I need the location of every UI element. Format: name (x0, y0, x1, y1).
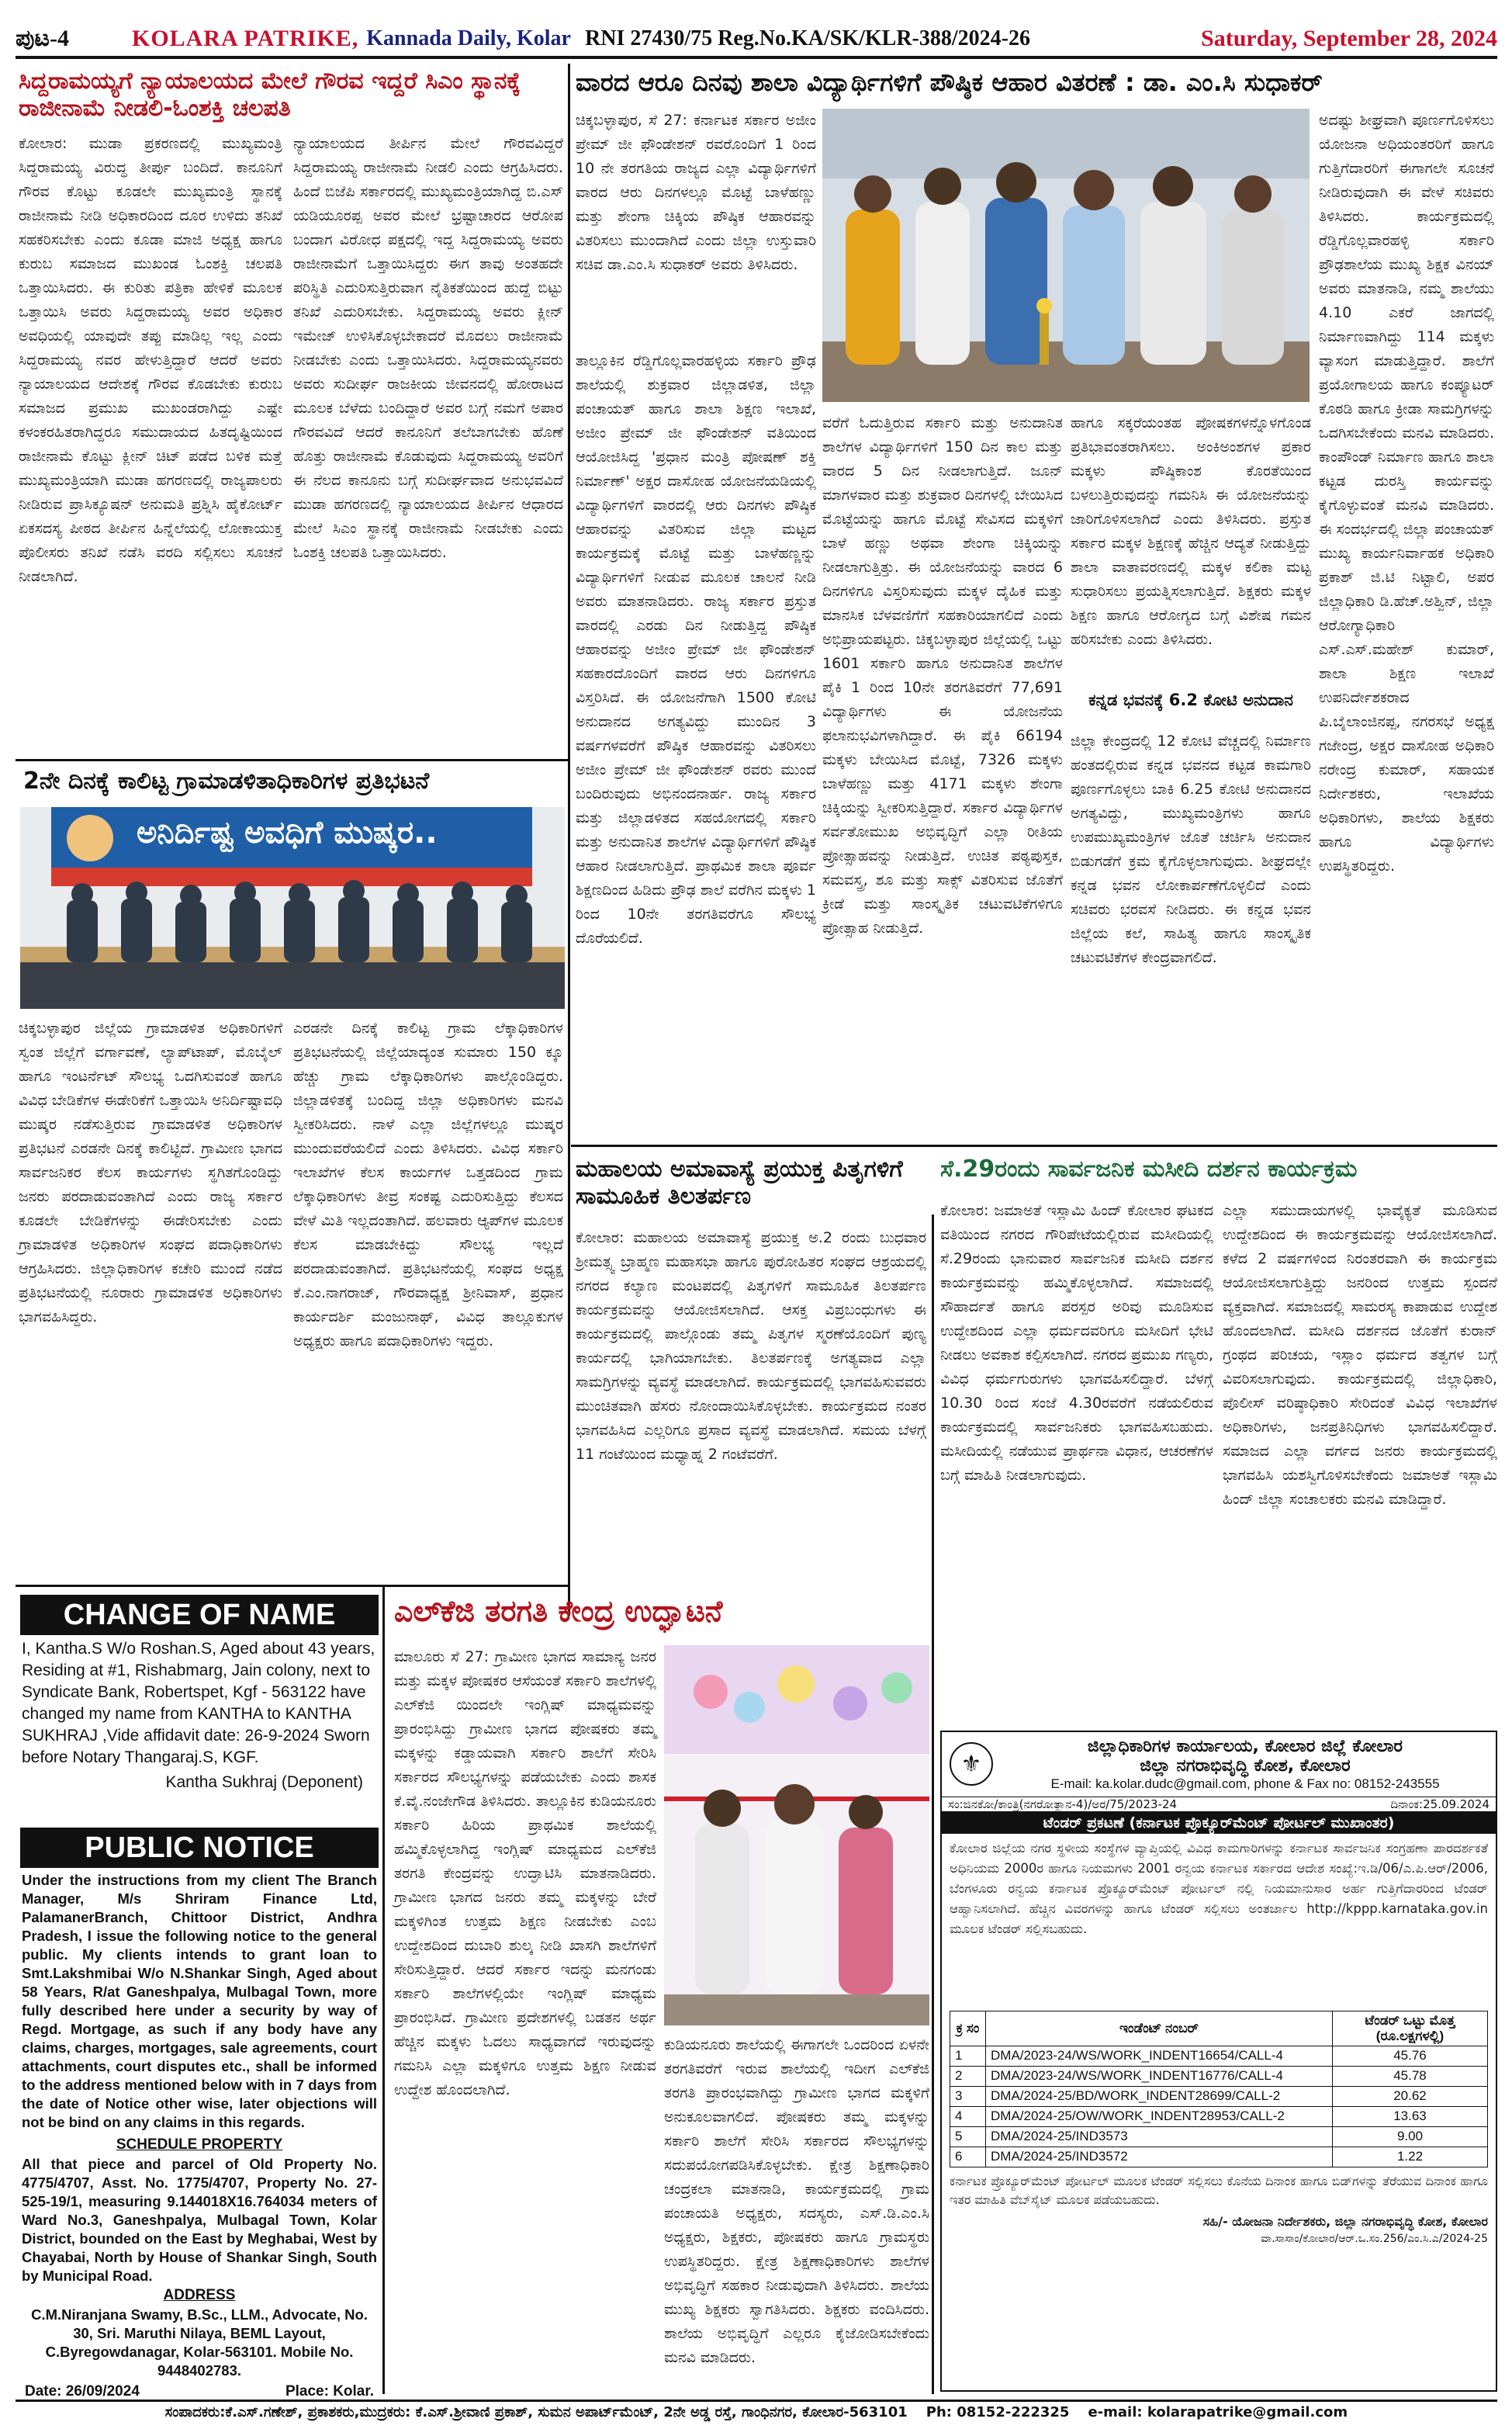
article-body: ಹಾಗೂ ಸಕ್ಕರೆಯಂತಹ ಪೋಷಕಗಳನ್ನೊಳಗೊಂಡ ಪ್ರತಿಭಾವಂತರಾಗಿಸಲು. ಅಂಕಿಅಂಶಗಳ ಪ್ರಕಾರ ಮಕ್ಕಳು ಪೌಷ್ಠಿಕಾಂಶ ಕೊರತೆಯಿಂದ ಬಳಲುತ್ತಿರುವುದನ್ನು ಗಮನಿಸಿ ಈ ಯೋಜನೆಯನ್ನು ಜಾರಿಗೊಳಿಸಲಾಗಿದೆ ಎಂದು ತಿಳಿಸಿದರು. ಪ್ರಸ್ತುತ ಸರ್ಕಾರ ಮಕ್ಕಳ ಶಿಕ್ಷಣಕ್ಕೆ ಹೆಚ್ಚಿನ ಆದ್ಯತೆ ನೀಡುತ್ತಿದ್ದು ಶಾಲಾ ವಾತಾವರಣದಲ್ಲಿ ಮಕ್ಕಳ ಕಲಿಕಾ ಮಟ್ಟ ಸುಧಾರಿಸಲು ಪ್ರಯತ್ನಿಸಲಾಗುತ್ತಿದೆ. ಶಿಕ್ಷಕರು ಮಕ್ಕಳ ಶಿಕ್ಷಣ ಹಾಗೂ ಆರೋಗ್ಯದ ಬಗ್ಗೆ ವಿಶೇಷ ಗಮನ ಹರಿಸಬೇಕು ಎಂದು ತಿಳಿಸಿದರು. (1071, 414, 1311, 648)
page-footer (16, 2400, 1497, 2423)
table-row (950, 2086, 1488, 2106)
headline-masjid: ಸೆ.29ರಂದು ಸಾರ್ವಜನಿಕ ಮಸೀದಿ ದರ್ಶನ ಕಾರ್ಯಕ್ರಮ (940, 1156, 1358, 1183)
notice-place: Place: Kolar. (285, 2383, 374, 2400)
address-title: ADDRESS (163, 2287, 236, 2303)
cell-amount: 45.76 (1333, 2046, 1488, 2066)
headline-lkg: ಎಲ್‍ಕೆಜಿ ತರಗತಿ ಕೇಂದ್ರ ಉದ್ಘಾಟನೆ (394, 1594, 723, 1628)
cell-indent: DMA/2024-25/OW/WORK_INDENT28953/CALL-2 (986, 2106, 1333, 2126)
tender-dipr: ವಾ.ಸಾಸಾಂ/ಕೋಲಾರ/ಆರ್.ಒ.ಸಂ.256/ಎಂ.ಸಿ.ಎ/2024-25 (1261, 2232, 1488, 2245)
article-body: ನ್ಯಾಯಾಲಯದ ತೀರ್ಪಿನ ಮೇಲೆ ಗೌರವವಿದ್ದರೆ ಸಿದ್ದರಾಮಯ್ಯ ರಾಜೀನಾಮೆ ನೀಡಲಿ ಎಂದು ಆಗ್ರಹಿಸಿದರು. ಹಿಂದೆ ಬಿಜೆಪಿ ಸರ್ಕಾರದಲ್ಲಿ ಮುಖ್ಯಮಂತ್ರಿಯಾಗಿದ್ದ ಬಿ.ಎಸ್ ಯಡಿಯೂರಪ್ಪ ಅವರ ಮೇಲೆ ಭ್ರಷ್ಟಾಚಾರದ ಆರೋಪ ಬಂದಾಗ ವಿರೋಧ ಪಕ್ಷದಲ್ಲಿ ಇದ್ದ ಸಿದ್ದರಾಮಯ್ಯ ಅವರು ರಾಜೀನಾಮೆಗೆ ಒತ್ತಾಯಿಸಿದ್ದರು ಈಗ ತಾವು ಅಂತಹದೇ ಪರಿಸ್ಥಿತಿ ಎದುರಿಸುತ್ತಿರುವಾಗ ನೈತಿಕತೆಯಿಂದ ಹುದ್ದೆ ಬಿಟ್ಟು ತನಿಖೆ ಎದುರಿಸಬೇಕು. ಸಿದ್ದರಾಮಯ್ಯ ಅವರು ಕ್ಲೀನ್ ಇಮೇಜ್ ಉಳಿಸಿಕೊಳ್ಳಬೇಕಾದರೆ ಮೊದಲು ರಾಜೀನಾಮೆ ನೀಡಬೇಕು ಎಂದು ಒತ್ತಾಯಿಸಿದರು. ಸಿದ್ದರಾಮಯ್ಯನವರು ಅವರು ಸುದೀರ್ಘ ರಾಜಕೀಯ ಜೀವನದಲ್ಲಿ ಹೋರಾಟದ ಮೂಲಕ ಬೆಳೆದು ಬಂದಿದ್ದಾರೆ ಅವರ ಬಗ್ಗೆ ನಮಗೆ ಅಪಾರ ಗೌರವವಿದೆ ಆದರೆ ಕಾನೂನಿಗೆ ತಲೆಬಾಗಬೇಕು ಹೊಣೆ ಹೊತ್ತು ರಾಜೀನಾಮೆ ಕೊಡುವುದು ಸಿದ್ದರಾಮಯ್ಯ ಅವರಿಗೆ ಈ ನೆಲದ ಕಾನೂನು ಬಗ್ಗೆ ಸುದೀರ್ಘವಾದ ಅನುಭವವಿದೆ ಮುಡಾ ಹಗರಣದಲ್ಲಿ ನ್ಯಾಯಾಲಯದ ತೀರ್ಪಿನ ಆಧಾರದ ಮೇಲೆ ಸಿಎಂ ಸ್ಥಾನಕ್ಕೆ ರಾಜೀನಾಮೆ ನೀಡಬೇಕು ಎಂದು ಓಂಶಕ್ತಿ ಚಲಪತಿ ಒತ್ತಾಯಿಸಿದರು. (293, 135, 563, 561)
footer-email: e-mail: kolarapatrike@gmail.com (1088, 2404, 1348, 2420)
col-header: ಟೆಂಡರ್ ಒಟ್ಟು ಮೊತ್ತ (ರೂ.ಲಕ್ಷಗಳಲ್ಲಿ) (1333, 2011, 1488, 2046)
cell-no: 5 (950, 2126, 986, 2147)
sub-heading: ಕನ್ನಡ ಭವನಕ್ಕೆ 6.2 ಕೋಟಿ ಅನುದಾನ (1088, 691, 1293, 709)
headline-mahalaya: ಮಹಾಲಯ ಅಮಾವಾಸ್ಯೆ ಪ್ರಯುಕ್ತ ಪಿತೃಗಳಿಗೆ ಸಾಮೂಹಿಕ ತಿಲತರ್ಪಣ (576, 1156, 903, 1210)
article-body: ಮಾಲೂರು ಸೆ 27: ಗ್ರಾಮೀಣ ಭಾಗದ ಸಾಮಾನ್ಯ ಜನರ ಮತ್ತು ಮಕ್ಕಳ ಪೋಷಕರ ಆಸೆಯಂತೆ ಸರ್ಕಾರಿ ಶಾಲೆಗಳಲ್ಲಿ ಎಲ್‍ಕೆಜಿ ಯಿಂದಲೇ ಇಂಗ್ಲಿಷ್ ಮಾಧ್ಯಮವನ್ನು ಪ್ರಾರಂಭಿಸಿದ್ದು ಗ್ರಾಮೀಣ ಭಾಗದ ಪೋಷಕರು ತಮ್ಮ ಮಕ್ಕಳನ್ನು ಕಡ್ಡಾಯವಾಗಿ ಸರ್ಕಾರಿ ಶಾಲೆಗೆ ಸೇರಿಸಿ ಸರ್ಕಾರದ ಸೌಲಭ್ಯಗಳನ್ನು ಪಡೆಯಬೇಕು ಎಂದು ಶಾಸಕ ಕೆ.ವೈ.ನಂಜೇಗೌಡ ತಿಳಿಸಿದರು. ತಾಲ್ಲೂಕಿನ ಕುಡಿಯನೂರು ಸರ್ಕಾರಿ ಹಿರಿಯ ಪ್ರಾಥಮಿಕ ಶಾಲೆಯಲ್ಲಿ ಹಮ್ಮಿಕೊಳ್ಳಲಾಗಿದ್ದ ಇಂಗ್ಲಿಷ್ ಮಾಧ್ಯಮದ ಎಲ್‍ಕೆಜಿ ತರಗತಿ ಕೇಂದ್ರವನ್ನು ಉದ್ಘಾಟಿಸಿ ಮಾತನಾಡಿದರು. ಗ್ರಾಮೀಣ ಭಾಗದ ಜನರು ತಮ್ಮ ಮಕ್ಕಳನ್ನು ಬೇರೆ ಮಕ್ಕಳಿಗಿಂತ ಉತ್ತಮ ಶಿಕ್ಷಣ ನೀಡಬೇಕು ಎಂಬ ಉದ್ದೇಶದಿಂದ ದುಬಾರಿ ಶುಲ್ಕ ನೀಡಿ ಖಾಸಗಿ ಶಾಲೆಗಳಿಗೆ ಸೇರಿಸುತ್ತಿದ್ದಾರೆ. ಆದರೆ ಸರ್ಕಾರ ಇದನ್ನು ಮನಗಂಡು ಸರ್ಕಾರಿ ಶಾಲೆಗಳಲ್ಲಿಯೇ ಇಂಗ್ಲಿಷ್ ಮಾಧ್ಯಮ ಪ್ರಾರಂಭಿಸಿದೆ. ಗ್ರಾಮೀಣ ಪ್ರದೇಶಗಳಲ್ಲಿ ಬಡತನ ಅರ್ಥ ಹೆಚ್ಚಿನ ಮಕ್ಕಳು ಓದಲು ಸಾಧ್ಯವಾಗದೆ ಇರುವುದನ್ನು ಗಮನಿಸಿ ಎಲ್ಲಾ ಮಕ್ಕಳಿಗೂ ಉತ್ತಮ ಶಿಕ್ಷಣ ನೀಡುವ ಉದ್ದೇಶ ಹೊಂದಲಾಗಿದೆ. (394, 1648, 656, 2098)
divider (571, 1145, 1497, 1147)
table-row (950, 2066, 1488, 2086)
rni-number: RNI 27430/75 Reg.No.KA/SK/KLR-388/2024-26 (584, 26, 1030, 50)
banner-text: ಅನಿರ್ದಿಷ್ಟ ಅವಧಿಗೆ ಮುಷ್ಕರ.. (137, 815, 438, 851)
change-of-name-ad (20, 1595, 379, 1820)
headline-cm-resign: ಸಿದ್ದರಾಮಯ್ಯಗೆ ನ್ಯಾಯಾಲಯದ ಮೇಲೆ ಗೌರವ ಇದ್ದರೆ ಸಿಎಂ ಸ್ಥಾನಕ್ಕೆ ರಾಜೀನಾಮೆ ನೀಡಲಿ-ಓಂಶಕ್ತಿ ಚಲಪತಿ (19, 68, 521, 122)
cell-no: 2 (950, 2066, 986, 2086)
cell-indent: DMA/2023-24/WS/WORK_INDENT16776/CALL-4 (986, 2066, 1333, 2086)
column-divider (568, 64, 570, 1616)
schedule-body: All that piece and parcel of Old Property No. 4775/4707, Asst. No. 1775/4707, Property No. 27-525-19/1, measuring 9.144018X16.764034 meters of Ward No.3, Ganeshpalya, Mulbagal Town, Kolar District, bounded on the East by Meghabai, West by Chayabai, North by House of Shankar Singh, South by Municipal Road. (22, 2156, 377, 2284)
masthead (16, 22, 1497, 59)
public-notice-ad (20, 1828, 379, 2400)
cell-amount: 1.22 (1333, 2147, 1488, 2167)
ad-body: Under the instructions from my client The Branch Manager, M/s Shriram Finance Ltd, PalamanerBranch, Chittoor District, Andhra Pradesh, I issue the following notice to the general public. My clients intends to grant loan to Smt.Lakshmibai W/o N.Shankar Singh, Aged about 58 Years, R/at Ganeshpalya, Mulbagal Town, more fully described here under a security by way of Regd. Mortgage, as such if any body have any claims, charges, mortgages, sale agreements, court attachments, court disputes etc., shall be informed to the address mentioned below with in 7 days from the date of Notice other wise, later objections will not be bind on any claims in this regards. (22, 1872, 377, 2130)
tender-signatory: ಸಹಿ/- ಯೋಜನಾ ನಿರ್ದೇಶಕರು, ಜಿಲ್ಲಾ ನಗರಾಭಿವೃದ್ಧಿ ಕೋಶ, ಕೋಲಾರ (1202, 2213, 1488, 2229)
notice-date: Date: 26/09/2024 (25, 2383, 140, 2400)
schedule-title: SCHEDULE PROPERTY (116, 2136, 283, 2153)
cell-amount: 13.63 (1333, 2106, 1488, 2126)
page-number: ಪುಟ-4 (16, 26, 70, 51)
footer-imprint: ಸಂಪಾದಕರು:ಕೆ.ಎಸ್.ಗಣೇಶ್, ಪ್ರಕಾಶಕರು,ಮುದ್ರಕರು: ಕೆ.ಎಸ್.ಶ್ರೀವಾಣಿ ಪ್ರಕಾಶ್, ಸುಮನ ಅಪಾರ್ಟ್‌ಮೆಂಟ್, 2ನೇ ಅಡ್ಡ ರಸ್ತೆ, ಗಾಂಧಿನಗರ, ಕೋಲಾರ-563101 (164, 2404, 908, 2420)
headline-nutrition: ವಾರದ ಆರೂ ದಿನವು ಶಾಲಾ ವಿದ್ಯಾರ್ಥಿಗಳಿಗೆ ಪೌಷ್ಠಿಕ ಆಹಾರ ವಿತರಣೆ : ಡಾ. ಎಂ.ಸಿ ಸುಧಾಕರ್ (576, 68, 1323, 97)
divider (16, 1585, 568, 1587)
cell-no: 4 (950, 2106, 986, 2126)
tender-footer-note: ಕರ್ನಾಟಕ ಪ್ರೊಕ್ಯೂರ್‌ಮೆಂಟ್ ಪೋರ್ಟಲ್ ಮೂಲಕ ಟೆಂಡರ್ ಸಲ್ಲಿಸಲು ಕೊನೆಯ ದಿನಾಂಕ ಹಾಗೂ ಬಿಡ್‌ಗಳನ್ನು ತೆರೆಯುವ ದಿನಾಂಕ ಹಾಗೂ ಇತರ ಮಾಹಿತಿ ವೆಬ್‌ಸೈಟ್ ಮೂಲಕ ಪಡೆಯಬಹುದು. (950, 2173, 1488, 2207)
cell-indent: DMA/2024-25/IND3572 (986, 2147, 1333, 2167)
article-body: ವರೆಗೆ ಓದುತ್ತಿರುವ ಸರ್ಕಾರಿ ಮತ್ತು ಅನುದಾನಿತ ಶಾಲೆಗಳ ವಿದ್ಯಾರ್ಥಿಗಳಿಗೆ 150 ದಿನ ಕಾಲ ಮತ್ತು ವಾರದ 5 ದಿನ ನೀಡಲಾಗುತ್ತಿದೆ. ಜೂನ್ ಮಾಗಳವಾರ ಮತ್ತು ಶುಕ್ರವಾರ ದಿನಗಳಲ್ಲಿ ಬೇಯಿಸಿದ ಮೊಟ್ಟೆಯನ್ನು ಹಾಗೂ ಮೊಟ್ಟೆ ಸೇವಿಸದ ಮಕ್ಕಳಿಗೆ ಬಾಳೆ ಹಣ್ಣು ಅಥವಾ ಶೇಂಗಾ ಚಿಕ್ಕಿಯನ್ನು ನೀಡಲಾಗುತ್ತಿತ್ತು. ಈ ಯೋಜನೆಯನ್ನು ವಾರದ 6 ದಿನಗಳಿಗೂ ವಿಸ್ತರಿಸುವುದು ಮಕ್ಕಳ ದೈಹಿಕ ಮತ್ತು ಮಾನಸಿಕ ಬೆಳವಣಿಗೆಗೆ ಸಹಕಾರಿಯಾಗಲಿದೆ ಎಂದು ಅಭಿಪ್ರಾಯಪಟ್ಟರು. ಚಿಕ್ಕಬಳ್ಳಾಪುರ ಜಿಲ್ಲೆಯಲ್ಲಿ ಒಟ್ಟು 1601 ಸರ್ಕಾರಿ ಹಾಗೂ ಅನುದಾನಿತ ಶಾಲೆಗಳ ಪೈಕಿ 1 ರಿಂದ 10ನೇ ತರಗತಿವರೆಗೆ 77,691 ವಿದ್ಯಾರ್ಥಿಗಳು ಈ ಯೋಜನೆಯ ಫಲಾನುಭವಿಗಳಾಗಿದ್ದಾರೆ. ಈ ಪೈಕಿ 66194 ಮಕ್ಕಳು ಬೇಯಿಸಿದ ಮೊಟ್ಟೆ, 7326 ಮಕ್ಕಳು ಬಾಳೆಹಣ್ಣು ಮತ್ತು 4171 ಮಕ್ಕಳು ಶೇಂಗಾ ಚಿಕ್ಕಿಯನ್ನು ಸ್ವೀಕರಿಸುತ್ತಿದ್ದಾರೆ. ಸರ್ಕಾರ ವಿದ್ಯಾರ್ಥಿಗಳ ಸರ್ವತೋಮುಖ ಅಭಿವೃದ್ಧಿಗೆ ಎಲ್ಲಾ ರೀತಿಯ ಪ್ರೋತ್ಸಾಹವನ್ನು ನೀಡುತ್ತಿದೆ. ಉಚಿತ ಪಠ್ಯಪುಸ್ತಕ, ಸಮವಸ್ತ್ರ, ಶೂ ಮತ್ತು ಸಾಕ್ಸ್ ವಿತರಿಸುವ ಜೊತೆಗೆ ಕ್ರೀಡೆ ಮತ್ತು ಸಾಂಸ್ಕೃತಿಕ ಚಟುವಟಿಕೆಗಳಿಗೂ ಪ್ರೋತ್ಸಾಹ ನೀಡುತ್ತಿದೆ. (822, 414, 1063, 937)
cell-no: 6 (950, 2147, 986, 2167)
cell-amount: 20.62 (1333, 2086, 1488, 2106)
cell-amount: 45.78 (1333, 2066, 1488, 2086)
cell-indent: DMA/2023-24/WS/WORK_INDENT16654/CALL-4 (986, 2046, 1333, 2066)
col-header: ಕ್ರ ಸಂ (950, 2011, 986, 2046)
article-body: ಕುಡಿಯನೂರು ಶಾಲೆಯಲ್ಲಿ ಈಗಾಗಲೇ ಒಂದರಿಂದ ಏಳನೇ ತರಗತಿವರೆಗೆ ಇರುವ ಶಾಲೆಯಲ್ಲಿ ಇದೀಗ ಎಲ್‍ಕೆಜಿ ತರಗತಿ ಪ್ರಾರಂಭವಾಗಿದ್ದು ಗ್ರಾಮೀಣ ಭಾಗದ ಮಕ್ಕಳಿಗೆ ಅನುಕೂಲವಾಗಲಿದೆ. ಪೋಷಕರು ತಮ್ಮ ಮಕ್ಕಳನ್ನು ಸರ್ಕಾರಿ ಶಾಲೆಗೆ ಸೇರಿಸಿ ಸರ್ಕಾರದ ಸೌಲಭ್ಯಗಳನ್ನು ಸದುಪಯೋಗಪಡಿಸಿಕೊಳ್ಳಬೇಕು. ಕ್ಷೇತ್ರ ಶಿಕ್ಷಣಾಧಿಕಾರಿ ಚಂದ್ರಕಲಾ ಮಾತನಾಡಿ, ಕಾರ್ಯಕ್ರಮದಲ್ಲಿ ಗ್ರಾಮ ಪಂಚಾಯತಿ ಅಧ್ಯಕ್ಷರು, ಸದಸ್ಯರು, ಎಸ್.ಡಿ.ಎಂ.ಸಿ ಅಧ್ಯಕ್ಷರು, ಶಿಕ್ಷಕರು, ಪೋಷಕರು ಹಾಗೂ ಗ್ರಾಮಸ್ಥರು ಉಪಸ್ಥಿತರಿದ್ದರು. ಕ್ಷೇತ್ರ ಶಿಕ್ಷಣಾಧಿಕಾರಿಗಳು ಶಾಲೆಗಳ ಅಭಿವೃದ್ಧಿಗೆ ಸಹಕಾರ ನೀಡುವುದಾಗಿ ತಿಳಿಸಿದರು. ಶಾಲೆಯ ಮುಖ್ಯ ಶಿಕ್ಷಕರು ಸ್ವಾಗತಿಸಿದರು. ಶಿಕ್ಷಕರು ವಂದಿಸಿದರು. ಶಾಲೆಯ ಅಭಿವೃದ್ಧಿಗೆ ಎಲ್ಲರೂ ಕೈಜೋಡಿಸಬೇಕೆಂದು ಮನವಿ ಮಾಡಿದರು. (664, 2036, 929, 2366)
article-body: ಎಲ್ಲಾ ಸಮುದಾಯಗಳಲ್ಲಿ ಭಾವೈಕ್ಯತೆ ಮೂಡಿಸುವ ಉದ್ದೇಶದಿಂದ ಈ ಕಾರ್ಯಕ್ರಮವನ್ನು ಆಯೋಜಿಸಲಾಗಿದೆ. ಕಳೆದ 2 ವರ್ಷಗಳಿಂದ ನಿರಂತರವಾಗಿ ಈ ಕಾರ್ಯಕ್ರಮ ಆಯೋಜಿಸಲಾಗುತ್ತಿದ್ದು ಜನರಿಂದ ಉತ್ತಮ ಸ್ಪಂದನೆ ವ್ಯಕ್ತವಾಗಿದೆ. ಸಮಾಜದಲ್ಲಿ ಸಾಮರಸ್ಯ ಕಾಪಾಡುವ ಉದ್ದೇಶ ಹೊಂದಲಾಗಿದೆ. ಮಸೀದಿ ದರ್ಶನದ ಜೊತೆಗೆ ಕುರಾನ್ ಗ್ರಂಥದ ಪರಿಚಯ, ಇಸ್ಲಾಂ ಧರ್ಮದ ತತ್ವಗಳ ಬಗ್ಗೆ ವಿವರಿಸಲಾಗುವುದು. ಕಾರ್ಯಕ್ರಮದಲ್ಲಿ ಜಿಲ್ಲಾಧಿಕಾರಿ, ಪೊಲೀಸ್ ವರಿಷ್ಠಾಧಿಕಾರಿ ಸೇರಿದಂತೆ ವಿವಿಧ ಇಲಾಖೆಗಳ ಅಧಿಕಾರಿಗಳು, ಜನಪ್ರತಿನಿಧಿಗಳು ಭಾಗವಹಿಸಲಿದ್ದಾರೆ. ಸಮಾಜದ ಎಲ್ಲಾ ವರ್ಗದ ಜನರು ಕಾರ್ಯಕ್ರಮದಲ್ಲಿ ಭಾಗವಹಿಸಿ ಯಶಸ್ವಿಗೊಳಿಸಬೇಕೆಂದು ಜಮಾಅತೆ ಇಸ್ಲಾಮಿ ಹಿಂದ್ ಜಿಲ್ಲಾ ಸಂಚಾಲಕರು ಮನವಿ ಮಾಡಿದ್ದಾರೆ. (1223, 1202, 1497, 1508)
tender-office: ಜಿಲ್ಲಾಧಿಕಾರಿಗಳ ಕಾರ್ಯಾಲಯ, ಕೋಲಾರ ಜಿಲ್ಲೆ ಕೋಲಾರ (1087, 1737, 1403, 1756)
newspaper-name: KOLARA PATRIKE, (132, 26, 359, 51)
tender-title: ಟೆಂಡರ್ ಪ್ರಕಟಣೆ (ಕರ್ನಾಟಕ ಪ್ರೊಕ್ಯೂರ್‌ಮೆಂಟ್ ಪೋರ್ಟಲ್ ಮುಖಾಂತರ) (942, 1812, 1496, 1834)
tender-cell: ಜಿಲ್ಲಾ ನಗರಾಭಿವೃದ್ಧಿ ಕೋಶ, ಕೋಲಾರ (1140, 1756, 1351, 1776)
article-body: ತಾಲ್ಲೂಕಿನ ರೆಡ್ಡಿಗೊಲ್ಲವಾರಹಳ್ಳಿಯ ಸರ್ಕಾರಿ ಪ್ರೌಢ ಶಾಲೆಯಲ್ಲಿ ಶುಕ್ರವಾರ ಜಿಲ್ಲಾಡಳಿತ, ಜಿಲ್ಲಾ ಪಂಚಾಯತ್ ಹಾಗೂ ಶಾಲಾ ಶಿಕ್ಷಣ ಇಲಾಖೆ, ಅಜೀಂ ಪ್ರೇಮ್ ಜೀ ಫೌಂಡೇಶನ್ ವತಿಯಿಂದ ಆಯೋಜಿಸಿದ್ದ 'ಪ್ರಧಾನ ಮಂತ್ರಿ ಪೋಷಣ್ ಶಕ್ತಿ ನಿರ್ಮಾಣ್' ಅಕ್ಷರ ದಾಸೋಹ ಯೋಜನೆಯಡಿಯಲ್ಲಿ ವಿದ್ಯಾರ್ಥಿಗಳಿಗೆ ವಾರದಲ್ಲಿ ಆರು ದಿನಗಳು ಪೌಷ್ಠಿಕ ಆಹಾರವನ್ನು ವಿತರಿಸುವ ಜಿಲ್ಲಾ ಮಟ್ಟದ ಕಾರ್ಯಕ್ರಮಕ್ಕೆ ಮೊಟ್ಟೆ ಮತ್ತು ಬಾಳೆಹಣ್ಣನ್ನು ವಿದ್ಯಾರ್ಥಿಗಳಿಗೆ ನೀಡುವ ಮೂಲಕ ಚಾಲನೆ ನೀಡಿ ಅವರು ಮಾತನಾಡಿದರು. ರಾಜ್ಯ ಸರ್ಕಾರ ಪ್ರಸ್ತುತ ವಾರದಲ್ಲಿ ಎರಡು ದಿನ ನೀಡುತ್ತಿದ್ದ ಪೌಷ್ಠಿಕ ಆಹಾರವನ್ನು ಅಜೀಂ ಪ್ರೇಮ್ ಜೀ ಫೌಂಡೇಶನ್ ಸಹಕಾರದೊಂದಿಗೆ ವಾರದ ಆರು ದಿನಗಳಿಗೂ ವಿಸ್ತರಿಸಿದೆ. ಈ ಯೋಜನೆಗಾಗಿ 1500 ಕೋಟಿ ಅನುದಾನದ ಅಗತ್ಯವಿದ್ದು ಮುಂದಿನ 3 ವರ್ಷಗಳವರೆಗೆ ಪೌಷ್ಠಿಕ ಆಹಾರವನ್ನು ವಿತರಿಸಲು ಅಜೀಂ ಪ್ರೇಮ್ ಜೀ ಫೌಂಡೇಶನ್ ರವರು ಮುಂದೆ ಬಂದಿರುವುದು ಅಭಿನಂದನಾರ್ಹ. ರಾಜ್ಯ ಸರ್ಕಾರ ಮತ್ತು ಜಿಲ್ಲಾಡಳಿತದ ಸಹಯೋಗದಲ್ಲಿ ಸರ್ಕಾರಿ ಮತ್ತು ಅನುದಾನಿತ ಶಾಲೆಗಳ ವಿದ್ಯಾರ್ಥಿಗಳಿಗೆ ಪೌಷ್ಠಿಕ ಆಹಾರ ನೀಡಲಾಗುತ್ತಿದೆ. ಪ್ರಾಥಮಿಕ ಶಾಲಾ ಪೂರ್ವ ಶಿಕ್ಷಣದಿಂದ ಹಿಡಿದು ಪ್ರೌಢ ಶಾಲೆ ವರೆಗಿನ ಮಕ್ಕಳು 1 ರಿಂದ 10ನೇ ತರಗತಿವರೆಗೂ ಸೌಲಭ್ಯ ದೊರೆಯಲಿದೆ. (576, 352, 816, 947)
article-body: ಚಿಕ್ಕಬಳ್ಳಾಪುರ, ಸೆ 27: ಕರ್ನಾಟಕ ಸರ್ಕಾರ ಅಜೀಂ ಪ್ರೇಮ್ ಜೀ ಫೌಂಡೇಶನ್ ರವರೊಂದಿಗೆ 1 ರಿಂದ 10 ನೇ ತರಗತಿಯ ರಾಜ್ಯದ ಎಲ್ಲಾ ವಿದ್ಯಾರ್ಥಿಗಳಿಗೆ ವಾರದ ಆರು ದಿನಗಳಲ್ಲೂ ಮೊಟ್ಟೆ ಬಾಳೆಹಣ್ಣು ಮತ್ತು ಶೇಂಗಾ ಚಿಕ್ಕಿಯ ಪೌಷ್ಠಿಕ ಆಹಾರವನ್ನು ವಿತರಿಸಲು ಮುಂದಾಗಿದೆ ಎಂದು ಜಿಲ್ಲಾ ಉಸ್ತುವಾರಿ ಸಚಿವ ಡಾ.ಎಂ.ಸಿ ಸುಧಾಕರ್ ಅವರು ತಿಳಿಸಿದರು. (576, 112, 816, 273)
divider (16, 759, 568, 761)
article-body: ಚಿಕ್ಕಬಳ್ಳಾಪುರ ಜಿಲ್ಲೆಯ ಗ್ರಾಮಾಡಳಿತ ಅಧಿಕಾರಿಗಳಿಗೆ ಸ್ವಂತ ಜಿಲ್ಲೆಗೆ ವರ್ಗಾವಣೆ, ಲ್ಯಾಪ್‍ಟಾಪ್, ಮೊಬೈಲ್ ಹಾಗೂ ಇಂಟರ್ನೆಟ್ ಸೌಲಭ್ಯ ಒದಗಿಸುವಂತೆ ಹಾಗೂ ವಿವಿಧ ಬೇಡಿಕೆಗಳ ಈಡೇರಿಕೆಗೆ ಒತ್ತಾಯಿಸಿ ಅನಿರ್ದಿಷ್ಟಾವಧಿ ಮುಷ್ಕರ ನಡೆಸುತ್ತಿರುವ ಗ್ರಾಮಾಡಳಿತ ಅಧಿಕಾರಿಗಳ ಪ್ರತಿಭಟನೆ ಎರಡನೇ ದಿನಕ್ಕೆ ಕಾಲಿಟ್ಟಿದೆ. ಗ್ರಾಮೀಣ ಭಾಗದ ಸಾರ್ವಜನಿಕರ ಕೆಲಸ ಕಾರ್ಯಗಳು ಸ್ಥಗಿತಗೊಂಡಿದ್ದು ಜನರು ಪರದಾಡುವಂತಾಗಿದೆ ಎಂದು ರಾಜ್ಯ ಸರ್ಕಾರ ಕೂಡಲೇ ಬೇಡಿಕೆಗಳನ್ನು ಈಡೇರಿಸಬೇಕು ಎಂದು ಗ್ರಾಮಾಡಳಿತ ಅಧಿಕಾರಿಗಳ ಸಂಘದ ಪದಾಧಿಕಾರಿಗಳು ಆಗ್ರಹಿಸಿದರು. ಜಿಲ್ಲಾಧಿಕಾರಿಗಳ ಕಚೇರಿ ಮುಂದೆ ನಡೆದ ಪ್ರತಿಭಟನೆಯಲ್ಲಿ ನೂರಾರು ಗ್ರಾಮಾಡಳಿತ ಅಧಿಕಾರಿಗಳು ಭಾಗವಹಿಸಿದ್ದರು. (19, 1020, 282, 1325)
column-divider (382, 1587, 385, 2394)
table-row (950, 2046, 1488, 2066)
ad-signature: Kantha Sukhraj (Deponent) (165, 1773, 363, 1791)
ad-title: PUBLIC NOTICE (20, 1828, 379, 1868)
protest-photo (20, 807, 565, 1009)
article-body: ಜಿಲ್ಲಾ ಕೇಂದ್ರದಲ್ಲಿ 12 ಕೋಟಿ ವೆಚ್ಚದಲ್ಲಿ ನಿರ್ಮಾಣ ಹಂತದಲ್ಲಿರುವ ಕನ್ನಡ ಭವನದ ಕಟ್ಟಡ ಕಾಮಗಾರಿ ಪೂರ್ಣಗೊಳ್ಳಲು ಬಾಕಿ 6.25 ಕೋಟಿ ಅನುದಾನದ ಅಗತ್ಯವಿದ್ದು, ಮುಖ್ಯಮಂತ್ರಿಗಳು ಹಾಗೂ ಉಪಮುಖ್ಯಮಂತ್ರಿಗಳ ಜೊತೆ ಚರ್ಚಿಸಿ ಅನುದಾನ ಬಿಡುಗಡೆಗೆ ಕ್ರಮ ಕೈಗೊಳ್ಳಲಾಗುವುದು. ಶೀಘ್ರದಲ್ಲೇ ಕನ್ನಡ ಭವನ ಲೋಕಾರ್ಪಣೆಗೊಳ್ಳಲಿದೆ ಎಂದು ಸಚಿವರು ಭರವಸೆ ನೀಡಿದರು. ಈ ಕನ್ನಡ ಭವನ ಜಿಲ್ಲೆಯ ಕಲೆ, ಸಾಹಿತ್ಯ ಹಾಗೂ ಸಾಂಸ್ಕೃತಿಕ ಚಟುವಟಿಕೆಗಳ ಕೇಂದ್ರವಾಗಲಿದೆ. (1071, 733, 1311, 966)
event-photo (822, 109, 1310, 402)
issue-date: Saturday, September 28, 2024 (1201, 26, 1497, 51)
article-body: ಎರಡನೇ ದಿನಕ್ಕೆ ಕಾಲಿಟ್ಟ ಗ್ರಾಮ ಲೆಕ್ಕಾಧಿಕಾರಿಗಳ ಪ್ರತಿಭಟನೆಯಲ್ಲಿ ಜಿಲ್ಲೆಯಾದ್ಯಂತ ಸುಮಾರು 150 ಕ್ಕೂ ಹೆಚ್ಚು ಗ್ರಾಮ ಲೆಕ್ಕಾಧಿಕಾರಿಗಳು ಪಾಲ್ಗೊಂಡಿದ್ದರು. ಜಿಲ್ಲಾಡಳಿತಕ್ಕೆ ಬಂದಿದ್ದ ಜಿಲ್ಲಾ ಅಧಿಕಾರಿಗಳು ಮನವಿ ಸ್ವೀಕರಿಸಿದರು. ನಾಳೆ ಎಲ್ಲಾ ಜಿಲ್ಲೆಗಳಲ್ಲೂ ಮುಷ್ಕರ ಮುಂದುವರೆಯಲಿದೆ ಎಂದು ತಿಳಿಸಿದರು. ವಿವಿಧ ಸರ್ಕಾರಿ ಇಲಾಖೆಗಳ ಕೆಲಸ ಕಾರ್ಯಗಳ ಒತ್ತಡದಿಂದ ಗ್ರಾಮ ಲೆಕ್ಕಾಧಿಕಾರಿಗಳು ತೀವ್ರ ಸಂಕಷ್ಟ ಎದುರಿಸುತ್ತಿದ್ದು ಕೆಲಸದ ವೇಳೆ ಮಿತಿ ಇಲ್ಲದಂತಾಗಿದೆ. ಹಲವಾರು ಆ್ಯಪ್‍ಗಳ ಮೂಲಕ ಕೆಲಸ ಮಾಡಬೇಕಿದ್ದು ಸೌಲಭ್ಯ ಇಲ್ಲದೆ ಪರದಾಡುವಂತಾಗಿದೆ. ಪ್ರತಿಭಟನೆಯಲ್ಲಿ ಸಂಘದ ಅಧ್ಯಕ್ಷ ಕೆ.ಎಂ.ನಾಗರಾಜ್, ಗೌರವಾಧ್ಯಕ್ಷ ಶ್ರೀನಿವಾಸ್, ಪ್ರಧಾನ ಕಾರ್ಯದರ್ಶಿ ಮಂಜುನಾಥ್, ವಿವಿಧ ತಾಲ್ಲೂಕುಗಳ ಅಧ್ಯಕ್ಷರು ಹಾಗೂ ಪದಾಧಿಕಾರಿಗಳು ಇದ್ದರು. (293, 1020, 563, 1350)
lkg-inauguration-photo (664, 1645, 929, 2025)
tender-ref: ಸಂ:ಜಿನಕೋ/ಕಾಂತ್ರಿ(ನಗರೋತ್ಥಾನ-4)/ಅರ/75/2023-24 (948, 1797, 1178, 1811)
article-body: ಕೋಲಾರ: ಮಹಾಲಯ ಅಮಾವಾಸ್ಯೆ ಪ್ರಯುಕ್ತ ಅ.2 ರಂದು ಬುಧವಾರ ಶ್ರೀಮತ್ಸ್ವ ಬ್ರಾಹ್ಮಣ ಮಹಾಸಭಾ ಹಾಗೂ ಪುರೋಹಿತರ ಸಂಘದ ಆಶ್ರಯದಲ್ಲಿ ನಗರದ ಕಲ್ಯಾಣ ಮಂಟಪದಲ್ಲಿ ಪಿತೃಗಳಿಗೆ ಸಾಮೂಹಿಕ ತಿಲತರ್ಪಣ ಕಾರ್ಯಕ್ರಮವನ್ನು ಆಯೋಜಿಸಲಾಗಿದೆ. ಆಸಕ್ತ ವಿಪ್ರಬಂಧುಗಳು ಈ ಕಾರ್ಯಕ್ರಮದಲ್ಲಿ ಪಾಲ್ಗೊಂಡು ತಮ್ಮ ಪಿತೃಗಳ ಸ್ಮರಣೆಯೊಂದಿಗೆ ಪುಣ್ಯ ಕಾರ್ಯದಲ್ಲಿ ಭಾಗಿಯಾಗಬೇಕು. ತಿಲತರ್ಪಣಕ್ಕೆ ಅಗತ್ಯವಾದ ಎಲ್ಲಾ ಸಾಮಗ್ರಿಗಳನ್ನು ವ್ಯವಸ್ಥೆ ಮಾಡಲಾಗಿದೆ. ಕಾರ್ಯಕ್ರಮದಲ್ಲಿ ಭಾಗವಹಿಸುವವರು ಮುಂಚಿತವಾಗಿ ಹೆಸರು ನೋಂದಾಯಿಸಿಕೊಳ್ಳಬೇಕು. ಕಾರ್ಯಕ್ರಮದ ನಂತರ ಭಾಗವಹಿಸಿದ ಎಲ್ಲರಿಗೂ ಪ್ರಸಾದ ವ್ಯವಸ್ಥೆ ಮಾಡಲಾಗಿದೆ. ಸಮಯ ಬೆಳಗ್ಗೆ 11 ಗಂಟೆಯಿಂದ ಮಧ್ಯಾಹ್ನ 2 ಗಂಟೆವರೆಗೆ. (576, 1229, 926, 1463)
table-row (950, 2147, 1488, 2167)
tender-notice (940, 1731, 1497, 2392)
cell-indent: DMA/2024-25/IND3573 (986, 2126, 1333, 2147)
table-row (950, 2126, 1488, 2147)
cell-no: 1 (950, 2046, 986, 2066)
column-divider (932, 1214, 934, 2394)
tender-table (950, 2011, 1488, 2167)
address-body: C.M.Niranjana Swamy, B.Sc., LLM., Advocate, No. 30, Sri. Maruthi Nilaya, BEML Layout, C.Byregowdanagar, Kolar-563101. Mobile No. 9448402783. (31, 2306, 368, 2379)
cell-amount: 9.00 (1333, 2126, 1488, 2147)
col-header: ಇಂಡೆಂಟ್ ನಂಬರ್ (986, 2011, 1333, 2046)
footer-phone: Ph: 08152-222325 (926, 2404, 1070, 2420)
govt-emblem-icon: ⚜ (950, 1742, 993, 1786)
cell-no: 3 (950, 2086, 986, 2106)
table-row (950, 2106, 1488, 2126)
tender-email: E-mail: ka.kolar.dudc@gmail.com, phone & Fax no: 08152-243555 (1050, 1776, 1440, 1791)
article-body: ಕೋಲಾರ: ಮುಡಾ ಪ್ರಕರಣದಲ್ಲಿ ಮುಖ್ಯಮಂತ್ರಿ ಸಿದ್ದರಾಮಯ್ಯ ವಿರುದ್ಧ ತೀರ್ಪು ಬಂದಿದೆ. ಕಾನೂನಿಗೆ ಗೌರವ ಕೊಟ್ಟು ಕೂಡಲೇ ಮುಖ್ಯಮಂತ್ರಿ ಸ್ಥಾನಕ್ಕೆ ರಾಜೀನಾಮೆ ನೀಡಿ ಅಧಿಕಾರದಿಂದ ದೂರ ಉಳಿದು ತನಿಖೆ ಸಹಕರಿಸಬೇಕು ಎಂದು ಕೂಡಾ ಮಾಜಿ ಅಧ್ಯಕ್ಷ ಹಾಗೂ ಕುರುಬ ಸಮಾಜದ ಮುಖಂಡ ಓಂಶಕ್ತಿ ಚಲಪತಿ ಒತ್ತಾಯಿಸಿದರು. ಈ ಕುರಿತು ಪತ್ರಿಕಾ ಹೇಳಿಕೆ ಮೂಲಕ ಒತ್ತಾಯಿಸಿ ಅವರು ಸಿದ್ದರಾಮಯ್ಯ ಅವರ ಅಧಿಕಾರ ಅವಧಿಯಲ್ಲಿ ಯಾವುದೇ ತಪ್ಪು ಮಾಡಿಲ್ಲ ಇಲ್ಲ ಎಂದು ಸಿದ್ದರಾಮಯ್ಯ ನವರ ಹೇಳುತ್ತಿದ್ದಾರೆ ಆದರೆ ಅವರು ನ್ಯಾಯಾಲಯದ ಆದೇಶಕ್ಕೆ ಗೌರವ ಕೊಡಬೇಕು ಕುರುಬ ಸಮಾಜದ ಪ್ರಮುಖ ಮುಖಂಡರಾಗಿದ್ದು ಎಷ್ಟೇ ಕಳಂಕರಹಿತರಾಗಿದ್ದರೂ ಸಮುದಾಯದ ಹಿತದೃಷ್ಟಿಯಿಂದ ರಾಜೀನಾಮೆ ಕೊಟ್ಟು ಕ್ಲೀನ್ ಚಿಟ್ ಪಡೆದ ಬಳಿಕ ಮತ್ತೆ ಮುಖ್ಯಮಂತ್ರಿಯಾಗಿ ಮುಡಾ ಹಗರಣದಲ್ಲಿ ರಾಜ್ಯಪಾಲರು ನೀಡಿರುವ ಪ್ರಾಸಿಕ್ಯೂಷನ್ ಅನುಮತಿ ಪ್ರಶ್ನಿಸಿ ಹೈಕೋರ್ಟ್ ಏಕಸದಸ್ಯ ಪೀಠದ ತೀರ್ಪಿನ ಹಿನ್ನೆಲೆಯಲ್ಲಿ ಲೋಕಾಯುಕ್ತ ಪೊಲೀಸರು ತನಿಖೆ ನಡೆಸಿ ವರದಿ ಸಲ್ಲಿಸಲು ಸೂಚನೆ ನೀಡಲಾಗಿದೆ. (19, 135, 282, 585)
newspaper-subtitle: Kannada Daily, Kolar (366, 26, 571, 50)
tender-date: ದಿನಾಂಕ:25.09.2024 (1390, 1797, 1490, 1811)
cell-indent: DMA/2024-25/BD/WORK_INDENT28699/CALL-2 (986, 2086, 1333, 2106)
tender-body: ಕೋಲಾರ ಜಿಲ್ಲೆಯ ನಗರ ಸ್ಥಳೀಯ ಸಂಸ್ಥೆಗಳ ವ್ಯಾಪ್ತಿಯಲ್ಲಿ ವಿವಿಧ ಕಾಮಗಾರಿಗಳನ್ನು ಕರ್ನಾಟಕ ಸಾರ್ವಜನಿಕ ಸಂಗ್ರಹಣಾ ಪಾರದರ್ಶಕತೆ ಅಧಿನಿಯಮ 2000ರ ಹಾಗೂ ನಿಯಮಗಳು 2001 ರನ್ವಯ ಕರ್ನಾಟಕ ಸರ್ಕಾರದ ಆದೇಶ ಸಂಖ್ಯೆ:ಇ.ಡಿ/06/ಎ.ಪಿ.ಆರ್/2006, ಬೆಂಗಳೂರು ರನ್ವಯ ಕರ್ನಾಟಕ ಪ್ರೊಕ್ಯೂರ್‌ಮೆಂಟ್ ಪೋರ್ಟಲ್ ನಲ್ಲಿ ನಿಯಮಾನುಸಾರ ಅರ್ಹ ಗುತ್ತಿಗೆದಾರರಿಂದ ಟೆಂಡರ್ ಆಹ್ವಾನಿಸಲಾಗಿದೆ. ಹೆಚ್ಚಿನ ವಿವರಗಳನ್ನು ಹಾಗೂ ಟೆಂಡರ್ ಸಲ್ಲಿಸಲು ಅಂತರ್ಜಾಲ http://kppp.karnataka.gov.in ಮೂಲಕ ಟೆಂಡರ್ ಸಲ್ಲಿಸಬಹುದು. (950, 1840, 1488, 1936)
headline-village-officers: 2ನೇ ದಿನಕ್ಕೆ ಕಾಲಿಟ್ಟ ಗ್ರಾಮಾಡಳಿತಾಧಿಕಾರಿಗಳ ಪ್ರತಿಭಟನೆ (23, 768, 430, 795)
ad-title: CHANGE OF NAME (20, 1595, 379, 1635)
article-body: ಅದಷ್ಟು ಶೀಘ್ರವಾಗಿ ಪೂರ್ಣಗೊಳಿಸಲು ಯೋಜನಾ ಅಧಿಯಂತರರಿಗೆ ಹಾಗೂ ಗುತ್ತಿಗೆದಾರರಿಗೆ ಈಗಾಗಲೇ ಸೂಚನೆ ನೀಡಿರುವುದಾಗಿ ಈ ವೇಳೆ ಸಚಿವರು ತಿಳಿಸಿದರು. ಕಾರ್ಯಕ್ರಮದಲ್ಲಿ ರೆಡ್ಡಿಗೊಲ್ಲವಾರಹಳ್ಳಿ ಸರ್ಕಾರಿ ಪ್ರೌಢಶಾಲೆಯ ಮುಖ್ಯ ಶಿಕ್ಷಕ ವಿನಯ್ ಅವರು ಮಾತನಾಡಿ, ನಮ್ಮ ಶಾಲೆಯು 4.10 ಎಕರೆ ಜಾಗದಲ್ಲಿ ನಿರ್ಮಾಣವಾಗಿದ್ದು 114 ಮಕ್ಕಳು ವ್ಯಾಸಂಗ ಮಾಡುತ್ತಿದ್ದಾರೆ. ಶಾಲೆಗೆ ಪ್ರಯೋಗಾಲಯ ಹಾಗೂ ಕಂಪ್ಯೂಟರ್ ಕೊಠಡಿ ಹಾಗೂ ಕ್ರೀಡಾ ಸಾಮಗ್ರಿಗಳನ್ನು ಒದಗಿಸಬೇಕೆಂದು ಮನವಿ ಮಾಡಿದರು. ಕಾಂಪೌಂಡ್ ನಿರ್ಮಾಣ ಹಾಗೂ ಶಾಲಾ ಕಟ್ಟಡ ದುರಸ್ತಿ ಕಾರ್ಯವನ್ನು ಕೈಗೊಳ್ಳುವಂತೆ ಮನವಿ ಮಾಡಿದರು. ಈ ಸಂದರ್ಭದಲ್ಲಿ ಜಿಲ್ಲಾ ಪಂಚಾಯತ್ ಮುಖ್ಯ ಕಾರ್ಯನಿರ್ವಾಹಕ ಅಧಿಕಾರಿ ಪ್ರಕಾಶ್ ಜಿ.ಟಿ ನಿಟ್ಟಾಲಿ, ಅಪರ ಜಿಲ್ಲಾಧಿಕಾರಿ ಡಿ.ಹೆಚ್.ಅಶ್ವಿನ್, ಜಿಲ್ಲಾ ಆರೋಗ್ಯಾಧಿಕಾರಿ ಎಸ್.ಎಸ್.ಮಹೇಶ್ ಕುಮಾರ್, ಶಾಲಾ ಶಿಕ್ಷಣ ಇಲಾಖೆ ಉಪನಿರ್ದೇಶಕರಾದ ಪಿ.ಬೈಲಾಂಜಿನಪ್ಪ, ನಗರಸಭೆ ಅಧ್ಯಕ್ಷ ಗಜೇಂದ್ರ, ಅಕ್ಷರ ದಾಸೋಹ ಅಧಿಕಾರಿ ನರೇಂದ್ರ ಕುಮಾರ್, ಸಹಾಯಕ ನಿರ್ದೇಶಕರು, ಇಲಾಖೆಯ ಅಧಿಕಾರಿಗಳು, ಶಾಲೆಯ ಶಿಕ್ಷಕರು ಹಾಗೂ ವಿದ್ಯಾರ್ಥಿಗಳು ಉಪಸ್ಥಿತರಿದ್ದರು. (1319, 112, 1494, 875)
article-body: ಕೋಲಾರ: ಜಮಾಅತೆ ಇಸ್ಲಾಮಿ ಹಿಂದ್ ಕೋಲಾರ ಘಟಕದ ವತಿಯಿಂದ ನಗರದ ಗೌರಿಪೇಟೆಯಲ್ಲಿರುವ ಮಸೀದಿಯಲ್ಲಿ ಸೆ.29ರಂದು ಭಾನುವಾರ ಸಾರ್ವಜನಿಕ ಮಸೀದಿ ದರ್ಶನ ಕಾರ್ಯಕ್ರಮವನ್ನು ಹಮ್ಮಿಕೊಳ್ಳಲಾಗಿದೆ. ಸಮಾಜದಲ್ಲಿ ಸೌಹಾರ್ದತೆ ಹಾಗೂ ಪರಸ್ಪರ ಅರಿವು ಮೂಡಿಸುವ ಉದ್ದೇಶದಿಂದ ಎಲ್ಲಾ ಧರ್ಮದವರಿಗೂ ಮಸೀದಿಗೆ ಭೇಟಿ ನೀಡಲು ಅವಕಾಶ ಕಲ್ಪಿಸಲಾಗಿದೆ. ನಗರದ ಪ್ರಮುಖ ಗಣ್ಯರು, ವಿವಿಧ ಧರ್ಮಗುರುಗಳು ಭಾಗವಹಿಸಲಿದ್ದಾರೆ. ಬೆಳಗ್ಗೆ 10.30 ರಿಂದ ಸಂಜೆ 4.30ರವರೆಗೆ ನಡೆಯಲಿರುವ ಕಾರ್ಯಕ್ರಮದಲ್ಲಿ ಸಾರ್ವಜನಿಕರು ಭಾಗವಹಿಸಬಹುದು. ಮಸೀದಿಯಲ್ಲಿ ನಡೆಯುವ ಪ್ರಾರ್ಥನಾ ವಿಧಾನ, ಆಚರಣೆಗಳ ಬಗ್ಗೆ ಮಾಹಿತಿ ನೀಡಲಾಗುವುದು. (940, 1202, 1213, 1484)
ad-body: I, Kantha.S W/o Roshan.S, Aged about 43 years, Residing at #1, Rishabmarg, Jain colony, next to Syndicate Bank, Robertspet, Kgf - 563122 have changed my name from KANTHA to KANTHA SUKHRAJ ,Vide affidavit date: 26-9-2024 Sworn before Notary Thangaraj.S, KGF. (22, 1640, 375, 1766)
